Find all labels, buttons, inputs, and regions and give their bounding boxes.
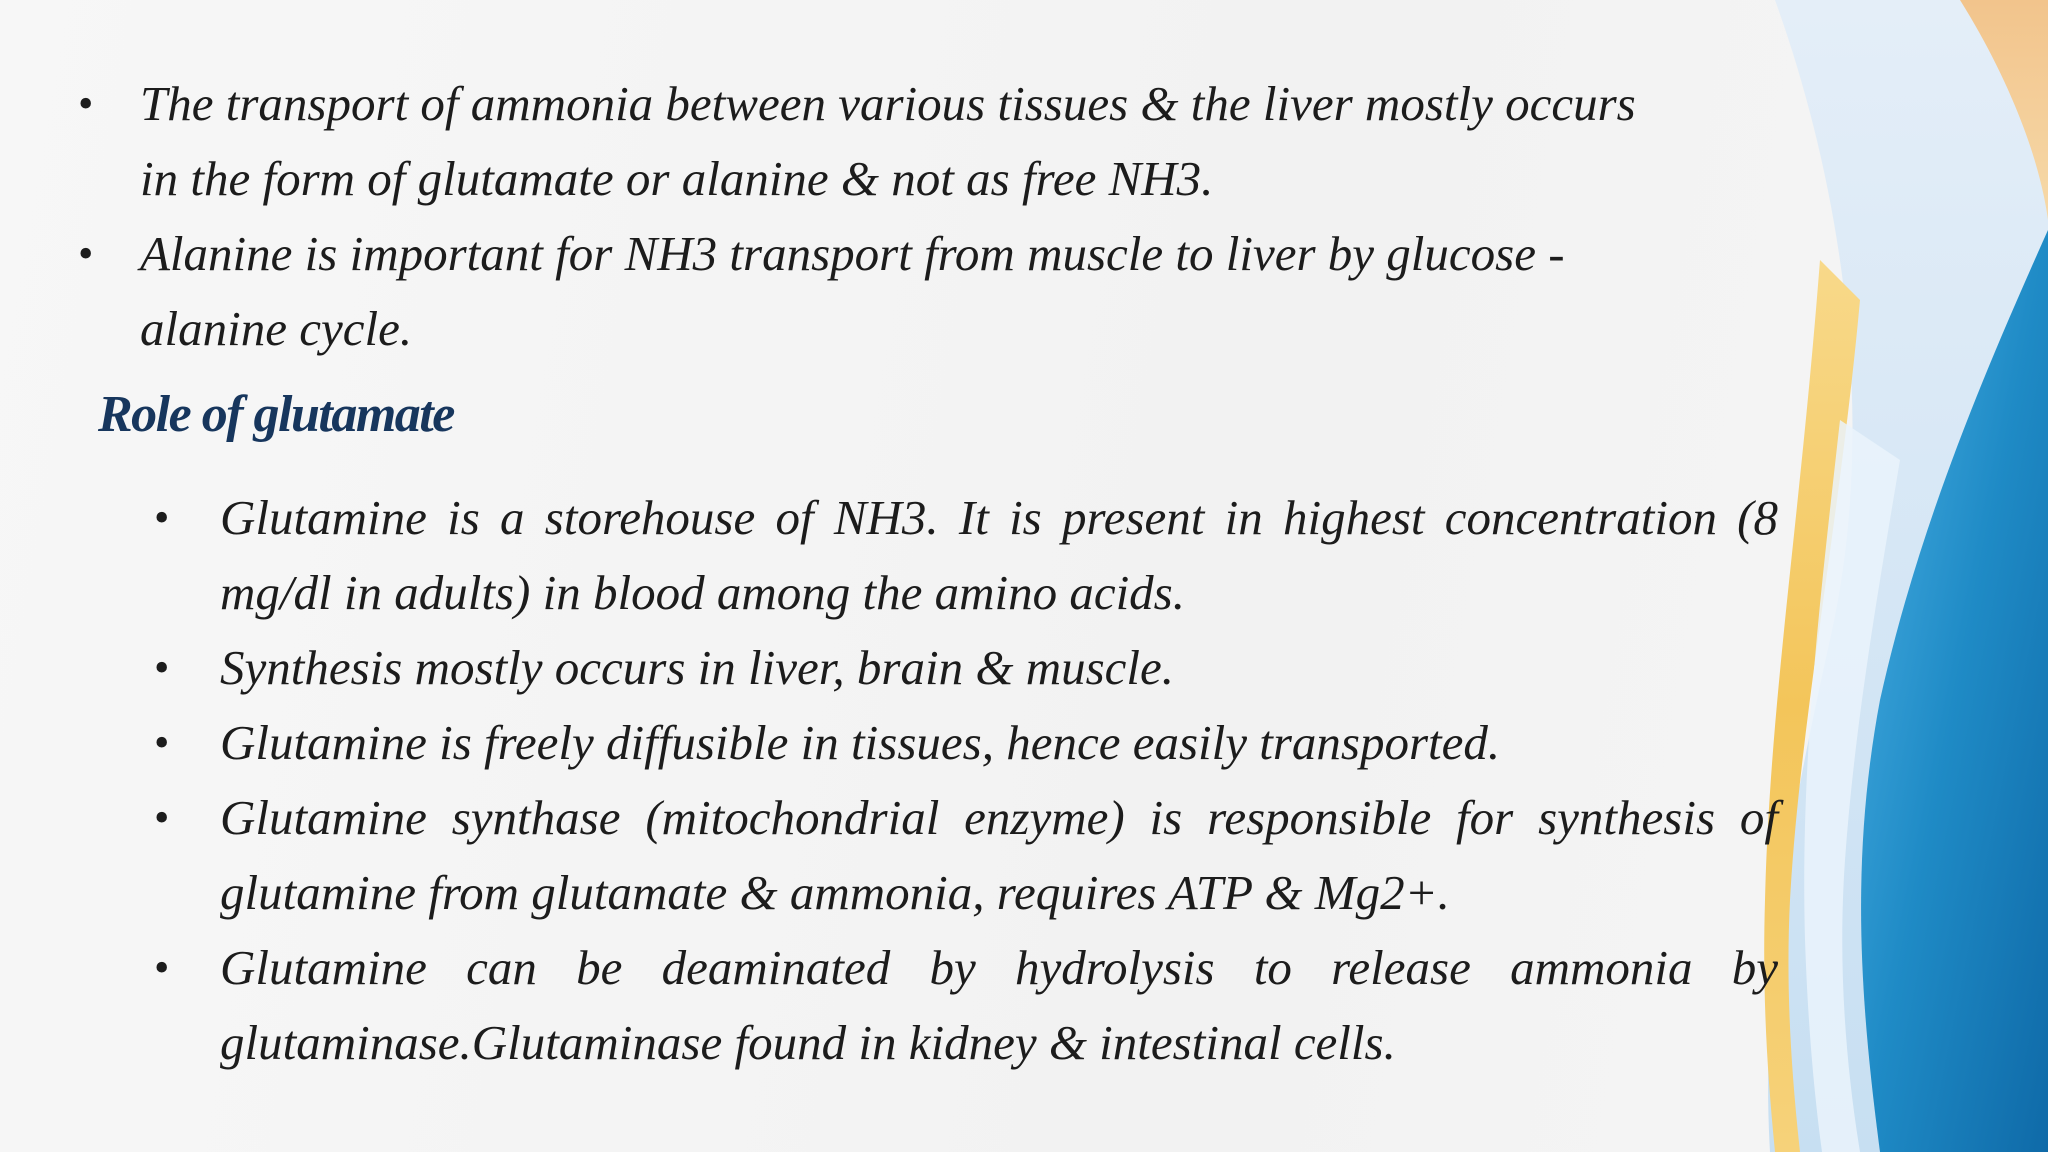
bullet-text: The transport of ammonia between various tissues & the liver mostly occurs in the form of glutamate or alanine & not as free NH3. — [140, 76, 1636, 206]
section-heading: Role of glutamate — [98, 386, 454, 443]
bullet-marker: • — [154, 718, 170, 767]
bullet-text: Synthesis mostly occurs in liver, brain & muscle. — [220, 640, 1175, 695]
bullet-text: Glutamine can be deaminated by hydrolysis to release ammonia by glutaminase.Glutaminase found in kidney & intestinal cells. — [220, 940, 1778, 1070]
bullet-text: Glutamine synthase (mitochondrial enzyme) is responsible for synthesis of glutamine from glutamate & ammonia, requires ATP & Mg2+. — [220, 790, 1778, 920]
list-item — [150, 480, 1778, 630]
bullet-marker: • — [154, 493, 170, 542]
list-item — [70, 216, 1670, 366]
list-item — [150, 930, 1778, 1080]
intro-bullet-list — [70, 66, 1670, 366]
bullet-marker: • — [154, 943, 170, 992]
list-item — [150, 780, 1778, 930]
bullet-marker: • — [154, 643, 170, 692]
bullet-marker: • — [154, 793, 170, 842]
bullet-marker: • — [78, 229, 94, 278]
list-item — [150, 630, 1778, 705]
bullet-text: Alanine is important for NH3 transport from muscle to liver by glucose - alanine cycle. — [140, 226, 1565, 356]
list-item — [150, 705, 1778, 780]
glutamate-bullet-list — [150, 480, 1778, 1080]
bullet-text: Glutamine is a storehouse of NH3. It is present in highest concentration (8 mg/dl in adults) in blood among the amino acids. — [220, 490, 1778, 620]
bullet-text: Glutamine is freely diffusible in tissues, hence easily transported. — [220, 715, 1501, 770]
bullet-marker: • — [78, 79, 94, 128]
list-item — [70, 66, 1670, 216]
